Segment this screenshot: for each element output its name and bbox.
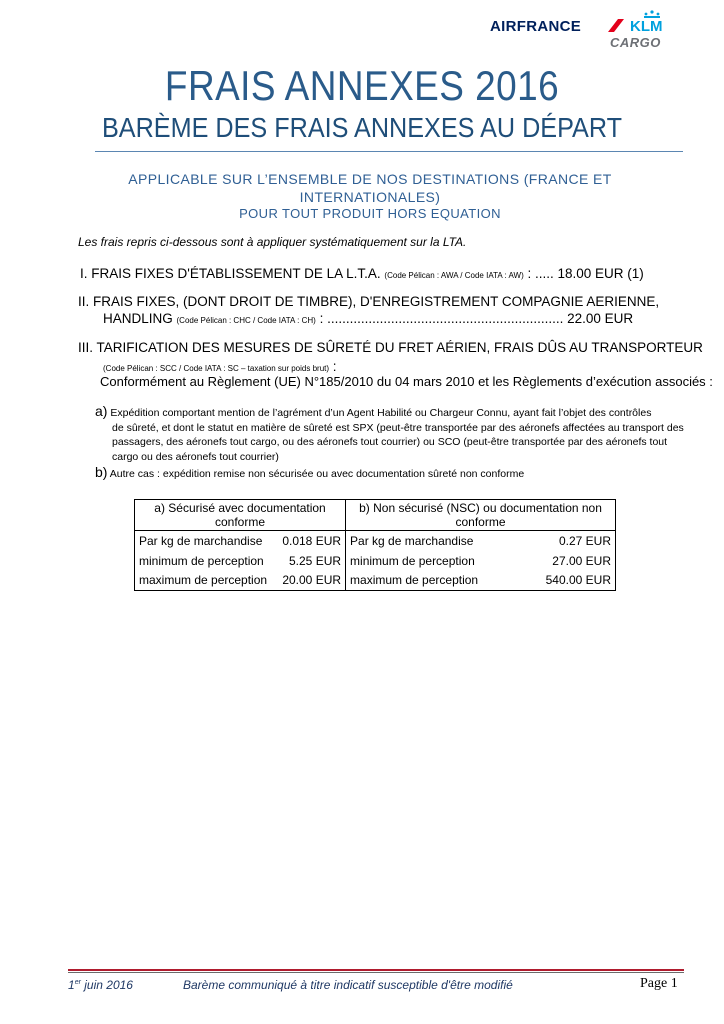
item-a [95, 404, 685, 464]
section-2-line-1: II. FRAIS FIXES, (DONT DROIT DE TIMBRE), D'ENREGISTREMENT COMPAGNIE AERIENNE, [78, 294, 660, 309]
section-3-code: (Code Pélican : SCC / Code IATA : SC – taxation sur poids brut) [103, 364, 330, 373]
cell-label-b: Par kg de marchandise [346, 531, 521, 551]
applicability-line-1: APPLICABLE SUR L’ENSEMBLE DE NOS DESTINATIONS (FRANCE ET [128, 171, 612, 187]
footer-date-day: 1 [68, 978, 75, 992]
section-1-title: I. FRAIS FIXES D'ÉTABLISSEMENT DE LA L.T.A. [80, 266, 385, 281]
item-a-continuation: de sûreté, et dont le statut en matière de sûreté est SPX (peut-être transportée par des aéronefs affectées au transport des passagers, des aéronefs tout cargo, ou des aéronefs tout courrier) ou SCO (peut-être transportée par des aéronefs tout cargo ou des aéronefs tout courrier) [112, 421, 684, 463]
table-row [135, 571, 616, 591]
applicability-line-2: INTERNATIONALES) [299, 189, 441, 205]
section-2-amount: : ............................................................... 22.00 EUR [315, 311, 634, 326]
intro-text: Les frais repris ci-dessous sont à appliquer systématiquement sur la LTA. [78, 235, 467, 249]
cell-value-b: 540.00 EUR [520, 571, 615, 591]
page-title: FRAIS ANNEXES 2016 [164, 62, 560, 109]
footer-date [68, 978, 133, 992]
airfrance-slash-icon [608, 19, 624, 32]
applicability-line-3: POUR TOUT PRODUIT HORS EQUATION [239, 206, 501, 221]
footer-divider-secondary [68, 972, 684, 973]
item-b-text: Autre cas : expédition remise non sécurisée ou avec documentation sûreté non conforme [107, 468, 525, 480]
table-row [135, 531, 616, 551]
cell-value-b: 27.00 EUR [520, 551, 615, 571]
footer-date-month: juin 2016 [80, 978, 133, 992]
section-2-code: (Code Pélican : CHC / Code IATA : CH) [176, 316, 316, 325]
cell-label-a: minimum de perception [135, 551, 276, 571]
logo-klm-text: KLM [630, 18, 663, 35]
section-3-title: III. TARIFICATION DES MESURES DE SÛRETÉ DU FRET AÉRIEN, FRAIS DÛS AU TRANSPORTEUR [78, 340, 703, 355]
section-2-line-2 [103, 311, 633, 326]
section-1-code: (Code Pélican : AWA / Code IATA : AW) [384, 271, 524, 280]
cell-value-b: 0.27 EUR [520, 531, 615, 551]
table-header-non-secured: b) Non sécurisé (NSC) ou documentation non conforme [346, 500, 616, 531]
applicability-heading [120, 170, 620, 206]
logo-airfrance-text: AIRFRANCE [490, 18, 582, 35]
section-2-handling: HANDLING [103, 311, 177, 326]
footer-divider [68, 969, 684, 971]
section-3-regulation: Conformément au Règlement (UE) N°185/2010 du 04 mars 2010 et les Règlements d’exécution associés : [100, 374, 713, 389]
section-3-code-line [103, 359, 337, 374]
title-divider [95, 151, 683, 152]
cell-label-b: maximum de perception [346, 571, 521, 591]
item-b [95, 465, 524, 482]
section-3-colon: : [329, 359, 337, 374]
item-a-letter: a) [95, 403, 108, 419]
cell-label-b: minimum de perception [346, 551, 521, 571]
page-subtitle: BARÈME DES FRAIS ANNEXES AU DÉPART [101, 112, 623, 143]
item-a-first-line: Expédition comportant mention de l’agrément d’un Agent Habilité ou Chargeur Connu, ayant fait l’objet des contrôles [107, 407, 652, 419]
cell-label-a: Par kg de marchandise [135, 531, 276, 551]
cell-value-a: 0.018 EUR [276, 531, 346, 551]
page-number: Page 1 [640, 976, 678, 991]
section-1-amount: : ..... 18.00 EUR (1) [523, 266, 644, 281]
item-b-letter: b) [95, 464, 108, 480]
section-1 [80, 266, 644, 281]
table-row [135, 551, 616, 571]
table-header-secured: a) Sécurisé avec documentation conforme [135, 500, 346, 531]
airfrance-klm-cargo-logo [490, 16, 680, 50]
cell-label-a: maximum de perception [135, 571, 276, 591]
cell-value-a: 20.00 EUR [276, 571, 346, 591]
footer-disclaimer: Barème communiqué à titre indicatif susceptible d'être modifié [183, 978, 513, 992]
security-rates-table [134, 499, 616, 591]
logo-cargo-text: CARGO [610, 35, 661, 50]
table-header-row [135, 500, 616, 531]
footer-date-ordinal: er [74, 979, 81, 986]
cell-value-a: 5.25 EUR [276, 551, 346, 571]
